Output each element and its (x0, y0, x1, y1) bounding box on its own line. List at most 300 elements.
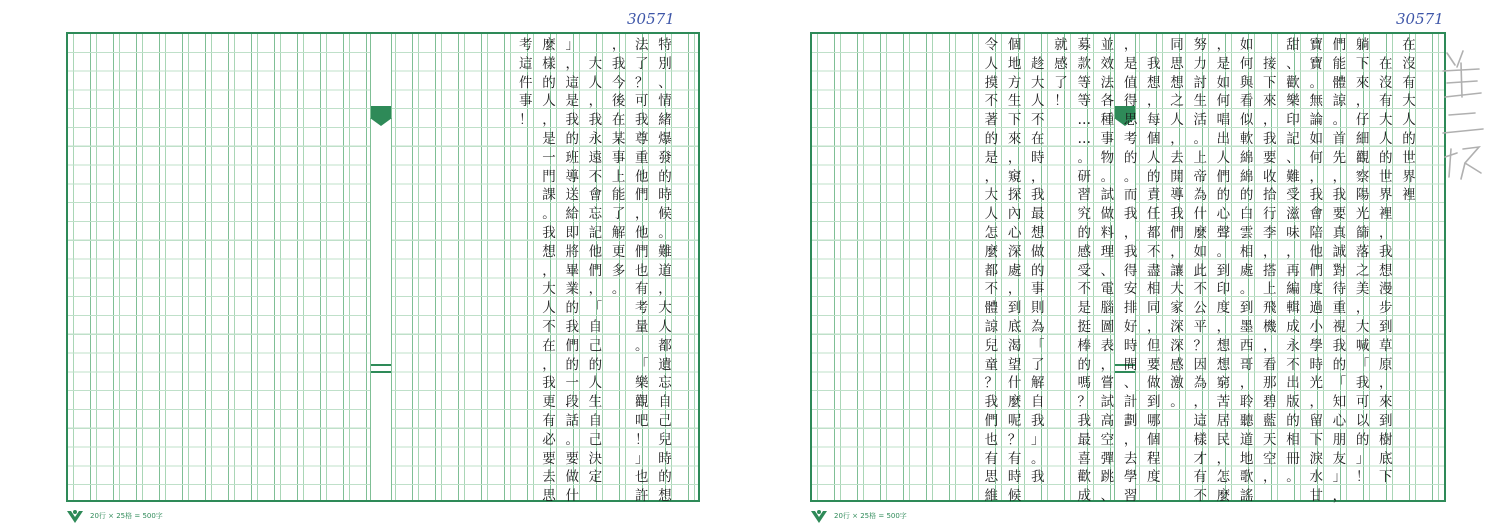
character-cell: 度 (1147, 469, 1161, 486)
character-cell: 己 (658, 412, 672, 429)
character-cell: 個 (1147, 431, 1161, 448)
character-cell: 感 (1170, 356, 1184, 373)
character-cell: 甘 (1309, 488, 1323, 505)
text-column (585, 36, 605, 487)
character-cell: 帝 (1193, 168, 1207, 185)
character-cell: 「 (1355, 356, 1370, 373)
character-cell: 料 (1100, 224, 1115, 241)
character-cell: 情 (658, 93, 672, 110)
character-cell: 大 (984, 187, 999, 204)
character-cell: 事 (519, 93, 533, 110)
character-cell: 樂 (635, 375, 649, 392)
character-cell: 並 (1100, 37, 1115, 53)
character-cell: 察 (1355, 168, 1370, 185)
character-cell: 看 (1263, 356, 1277, 373)
character-cell: 視 (1332, 318, 1347, 335)
character-cell: 做 (565, 469, 579, 486)
character-cell: 思 (984, 469, 999, 486)
text-column (609, 36, 629, 299)
text-column (1329, 36, 1349, 506)
character-cell: 」 (565, 37, 579, 53)
character-cell: 、 (1286, 149, 1300, 166)
character-cell: 如 (1309, 130, 1323, 147)
character-cell: 都 (1147, 224, 1161, 241)
character-cell: 是 (542, 130, 556, 147)
character-cell: 空 (1263, 450, 1277, 467)
character-cell: 他 (1309, 243, 1323, 260)
character-cell: ， (1309, 394, 1323, 411)
character-cell: 公 (1193, 300, 1207, 317)
character-cell: 盡 (1147, 262, 1161, 279)
character-cell: 思 (542, 488, 556, 505)
character-cell: 責 (1147, 187, 1161, 204)
character-cell: 令 (984, 37, 999, 53)
text-column (1376, 36, 1396, 487)
handwritten-grade-mark (1435, 45, 1490, 185)
character-cell: 這 (519, 55, 533, 72)
character-cell: 永 (1286, 337, 1300, 354)
character-cell: 事 (611, 149, 626, 166)
character-cell: 最 (1031, 206, 1045, 223)
character-cell: 為 (1193, 187, 1207, 204)
character-cell: 聲 (1216, 224, 1231, 241)
character-cell: 留 (1309, 412, 1323, 429)
character-cell: 喜 (1077, 450, 1091, 467)
character-cell: 如 (1193, 243, 1207, 260)
character-cell: 力 (1193, 55, 1207, 72)
character-cell: 美 (1355, 281, 1370, 298)
character-cell: 下 (1379, 469, 1393, 486)
character-cell: 大 (1170, 281, 1184, 298)
character-cell: 似 (1239, 112, 1254, 129)
character-cell: 會 (1309, 206, 1323, 223)
character-cell: 窮 (1216, 375, 1231, 392)
character-cell: 的 (565, 130, 579, 147)
text-column (1144, 36, 1164, 487)
character-cell: 兒 (984, 337, 999, 354)
character-cell: 大 (542, 281, 556, 298)
character-cell: 來 (1355, 74, 1370, 91)
character-cell: 方 (1007, 74, 1022, 91)
character-cell: 白 (1239, 206, 1254, 223)
character-cell: ， (1263, 243, 1277, 260)
character-cell: 、 (658, 74, 672, 91)
character-cell: 的 (542, 74, 556, 91)
character-cell: 綿 (1239, 168, 1254, 185)
text-column (1190, 36, 1210, 506)
character-cell: 。 (1031, 450, 1045, 467)
character-cell: 樂 (1286, 93, 1300, 110)
character-cell: 大 (1402, 93, 1416, 110)
character-cell: ， (542, 262, 556, 279)
character-cell: 不 (1193, 281, 1207, 298)
character-cell: 陪 (1309, 224, 1323, 241)
character-cell: 特 (658, 37, 672, 53)
character-cell: 人 (984, 55, 999, 72)
character-cell: 處 (1239, 262, 1254, 279)
character-cell: 麼 (1193, 224, 1207, 241)
character-cell: 想 (1216, 337, 1231, 354)
character-cell: 有 (1007, 450, 1022, 467)
character-cell: 得 (1123, 262, 1138, 279)
character-cell: 己 (588, 431, 603, 448)
character-cell: 心 (1007, 224, 1022, 241)
character-cell: 個 (1147, 130, 1161, 147)
character-cell: ， (542, 356, 556, 373)
right-manuscript-page (750, 0, 1500, 530)
footer-text: 20行 × 25格 = 500字 (90, 512, 163, 520)
character-cell: 渴 (1007, 337, 1022, 354)
character-cell: 小 (1309, 318, 1323, 335)
character-cell: 們 (1309, 262, 1323, 279)
character-cell: 。 (542, 206, 556, 223)
character-cell: 可 (635, 93, 649, 110)
character-cell: 到 (1216, 262, 1231, 279)
character-cell: 我 (1379, 243, 1393, 260)
character-cell: 大 (658, 300, 672, 317)
character-cell: 有 (1402, 74, 1416, 91)
character-cell: 相 (1239, 243, 1254, 260)
character-cell: 人 (542, 300, 556, 317)
character-cell: 生 (1193, 93, 1207, 110)
character-cell: 時 (1309, 356, 1323, 373)
character-cell: 碧 (1263, 394, 1277, 411)
character-cell: ， (1147, 318, 1161, 335)
character-cell: 我 (588, 112, 603, 129)
character-cell: 班 (565, 149, 579, 166)
character-cell: ， (1263, 337, 1277, 354)
character-cell: 草 (1379, 337, 1393, 354)
text-column (1005, 36, 1025, 506)
character-cell: 挺 (1077, 318, 1091, 335)
text-column (1074, 36, 1094, 506)
character-cell: 麼 (1007, 394, 1022, 411)
character-cell: 。 (635, 337, 649, 354)
character-cell: 人 (588, 375, 603, 392)
character-cell: 怎 (984, 224, 999, 241)
character-cell: 飛 (1263, 300, 1277, 317)
character-cell: 要 (1332, 206, 1347, 223)
character-cell: 界 (1402, 168, 1416, 185)
character-cell: 候 (1007, 488, 1022, 505)
character-cell: 別 (658, 55, 672, 72)
character-cell: 受 (1286, 187, 1300, 204)
character-cell: 望 (1007, 356, 1022, 373)
character-cell: 吧 (635, 412, 649, 429)
character-cell: 嘗 (1100, 375, 1115, 392)
character-cell: 多 (611, 262, 626, 279)
character-cell: 觀 (1355, 149, 1370, 166)
character-cell: 我 (1355, 375, 1370, 392)
character-cell: 平 (1193, 318, 1207, 335)
character-cell: 法 (1100, 74, 1115, 91)
character-cell: 藍 (1263, 412, 1277, 429)
page-footer (66, 508, 163, 524)
character-cell: 我 (1332, 337, 1347, 354)
character-cell: 程 (1147, 450, 1161, 467)
character-cell: 要 (1147, 356, 1161, 373)
character-cell: 出 (1286, 375, 1300, 392)
character-cell: 大 (1379, 112, 1393, 129)
character-cell: 法 (635, 37, 649, 53)
character-cell: 人 (984, 206, 999, 223)
character-cell: ， (1379, 375, 1393, 392)
character-cell: 做 (1031, 243, 1045, 260)
character-cell: 搭 (1263, 262, 1277, 279)
character-cell: 思 (1123, 112, 1138, 129)
character-cell: 每 (1147, 112, 1161, 129)
text-column (1097, 36, 1117, 506)
character-cell: 何 (1309, 149, 1323, 166)
character-cell: 們 (588, 262, 603, 279)
character-cell: 有 (1379, 93, 1393, 110)
character-cell: 歡 (1286, 74, 1300, 91)
character-cell: 難 (658, 243, 672, 260)
character-cell: 們 (1170, 224, 1184, 241)
character-cell: 行 (1263, 206, 1277, 223)
character-cell: 心 (1216, 206, 1231, 223)
character-cell: 想 (1147, 74, 1161, 91)
character-cell: 一 (542, 149, 556, 166)
character-cell: 摸 (984, 74, 999, 91)
character-cell: 的 (1355, 431, 1370, 448)
character-cell: 是 (565, 93, 579, 110)
character-cell: 了 (1031, 356, 1045, 373)
sheet-number: 30571 (627, 10, 675, 28)
character-cell: 。 (1100, 168, 1115, 185)
character-cell: 。 (1193, 130, 1207, 147)
character-cell: 陽 (1355, 187, 1370, 204)
character-cell: 受 (1077, 262, 1091, 279)
character-cell: 重 (635, 149, 649, 166)
character-cell: 躺 (1355, 37, 1370, 53)
character-cell: ， (611, 37, 626, 53)
character-cell: 誠 (1332, 243, 1347, 260)
character-cell: 我 (1170, 206, 1184, 223)
text-column (1283, 36, 1303, 487)
character-cell: 安 (1123, 281, 1138, 298)
character-cell: 們 (635, 187, 649, 204)
essay-title (1399, 36, 1419, 205)
character-cell: 生 (588, 394, 603, 411)
character-cell: ， (1239, 375, 1254, 392)
character-cell: 解 (1031, 375, 1045, 392)
character-cell: 是 (1216, 55, 1231, 72)
character-cell: 。 (1309, 74, 1323, 91)
character-cell: 好 (1123, 318, 1138, 335)
character-cell: 是 (1123, 55, 1138, 72)
character-cell: 的 (565, 300, 579, 317)
character-cell: 研 (1077, 168, 1091, 185)
character-cell: 這 (565, 74, 579, 91)
character-cell: 「 (635, 356, 649, 373)
character-cell: 計 (1123, 394, 1138, 411)
character-cell: 觀 (635, 394, 649, 411)
character-cell: 許 (635, 488, 649, 505)
character-cell: 想 (1170, 74, 1184, 91)
character-cell (1376, 36, 1396, 55)
character-cell: 不 (1147, 243, 1161, 260)
character-cell: 待 (1332, 281, 1347, 298)
character-cell: 自 (658, 394, 672, 411)
character-cell: 生 (1007, 93, 1022, 110)
character-cell: ， (984, 168, 999, 185)
character-cell: 不 (542, 318, 556, 335)
character-cell: ！ (1054, 93, 1068, 110)
character-cell: 要 (1263, 149, 1277, 166)
character-cell: 看 (1239, 93, 1254, 110)
character-cell: 在 (611, 112, 626, 129)
character-cell: ， (1332, 488, 1347, 505)
character-cell: 知 (1332, 394, 1347, 411)
character-cell: 的 (1286, 412, 1300, 429)
character-cell: 軟 (1239, 130, 1254, 147)
character-cell: 去 (1170, 149, 1184, 166)
text-column (539, 36, 559, 506)
sheet-number: 30571 (1396, 10, 1444, 28)
character-cell: 遺 (658, 356, 672, 373)
character-cell: 深 (1007, 243, 1022, 260)
character-cell: 導 (1170, 187, 1184, 204)
character-cell: 人 (1216, 149, 1231, 166)
publisher-logo-icon (810, 508, 828, 524)
character-cell: 何 (1216, 93, 1231, 110)
character-cell: 試 (1100, 187, 1115, 204)
character-cell: 但 (1147, 337, 1161, 354)
character-cell: 的 (1123, 149, 1138, 166)
character-cell: ， (1123, 37, 1138, 53)
character-cell: 事 (1031, 281, 1045, 298)
character-cell: 唱 (1216, 112, 1231, 129)
character-cell: 能 (611, 187, 626, 204)
character-cell: 可 (1355, 394, 1370, 411)
character-cell: 。 (611, 281, 626, 298)
character-cell: 物 (1100, 149, 1115, 166)
character-cell: ， (588, 281, 603, 298)
gutter-double-line (371, 364, 391, 373)
character-cell: 的 (984, 130, 999, 147)
text-column (1306, 36, 1326, 506)
character-cell: 都 (658, 337, 672, 354)
character-cell: 的 (658, 469, 672, 486)
character-cell: 了 (1054, 74, 1068, 91)
character-cell: 。 (1123, 168, 1138, 185)
character-cell: 發 (658, 149, 672, 166)
character-cell: 也 (635, 469, 649, 486)
character-cell: 探 (1007, 187, 1022, 204)
character-cell: 某 (611, 130, 626, 147)
character-cell: 習 (1077, 187, 1091, 204)
character-cell: 課 (542, 187, 556, 204)
character-cell: 「 (1031, 337, 1045, 354)
character-cell: 成 (1077, 488, 1091, 505)
character-cell: 、 (1286, 55, 1300, 72)
character-cell: 想 (542, 243, 556, 260)
character-cell: 版 (1286, 394, 1300, 411)
character-cell: 聆 (1239, 394, 1254, 411)
character-cell: 人 (1379, 130, 1393, 147)
text-column (1237, 36, 1257, 506)
character-cell: 排 (1123, 300, 1138, 317)
character-cell: 到 (1239, 300, 1254, 317)
character-cell: ， (1193, 394, 1207, 411)
character-cell: … (1077, 112, 1091, 129)
character-cell: 高 (1100, 412, 1115, 429)
character-cell: 我 (1332, 187, 1347, 204)
character-cell: 諒 (1332, 93, 1347, 110)
character-cell: 更 (611, 243, 626, 260)
character-cell: 有 (1193, 469, 1207, 486)
character-cell: 真 (1332, 224, 1347, 241)
character-cell: 想 (1031, 224, 1045, 241)
character-cell: 忘 (588, 206, 603, 223)
character-cell: 效 (1100, 55, 1115, 72)
character-cell: 他 (588, 243, 603, 260)
character-cell: 步 (1379, 300, 1393, 317)
character-cell: 綿 (1239, 149, 1254, 166)
character-cell: 。 (1286, 469, 1300, 486)
character-cell: 話 (565, 412, 579, 429)
character-cell: ， (1309, 168, 1323, 185)
character-cell: 件 (519, 74, 533, 91)
character-cell: 來 (1379, 394, 1393, 411)
character-cell: 樣 (1193, 431, 1207, 448)
character-cell: 何 (1239, 55, 1254, 72)
character-cell: ？ (1007, 431, 1022, 448)
character-cell: 人 (658, 318, 672, 335)
character-cell: 下 (1263, 74, 1277, 91)
character-cell: ， (1286, 243, 1300, 260)
character-cell: ， (1263, 112, 1277, 129)
character-cell: 的 (1379, 149, 1393, 166)
character-cell: 到 (1379, 412, 1393, 429)
character-cell: 到 (1007, 300, 1022, 317)
character-cell: 尊 (635, 130, 649, 147)
character-cell: 著 (984, 112, 999, 129)
character-cell: 爆 (658, 130, 672, 147)
character-cell: 聽 (1239, 412, 1254, 429)
character-cell: 冊 (1286, 450, 1300, 467)
character-cell: ， (1100, 356, 1115, 373)
character-cell (1144, 36, 1164, 55)
character-cell: 了 (611, 206, 626, 223)
character-cell: 。 (1170, 394, 1184, 411)
character-cell: 有 (542, 412, 556, 429)
character-cell: 不 (984, 281, 999, 298)
character-cell: 們 (1332, 37, 1347, 53)
character-cell: 哥 (1239, 356, 1254, 373)
character-cell: 細 (1355, 130, 1370, 147)
character-cell: 任 (1147, 206, 1161, 223)
character-cell: ！ (1355, 469, 1370, 486)
character-cell: 學 (1309, 337, 1323, 354)
character-cell: ？ (635, 74, 649, 91)
character-cell: 沒 (1379, 74, 1393, 91)
character-cell: 水 (1309, 469, 1323, 486)
publisher-logo-icon (66, 508, 84, 524)
character-cell: 時 (1123, 337, 1138, 354)
character-cell: 各 (1100, 93, 1115, 110)
character-cell: 到 (1147, 394, 1161, 411)
character-cell: … (1077, 130, 1091, 147)
character-cell: 再 (1286, 262, 1300, 279)
character-cell: 淚 (1309, 450, 1323, 467)
character-cell: 難 (1286, 168, 1300, 185)
character-cell: 我 (1123, 243, 1138, 260)
character-cell: 不 (1077, 281, 1091, 298)
character-cell: 我 (1031, 187, 1045, 204)
character-cell: 來 (1263, 93, 1277, 110)
